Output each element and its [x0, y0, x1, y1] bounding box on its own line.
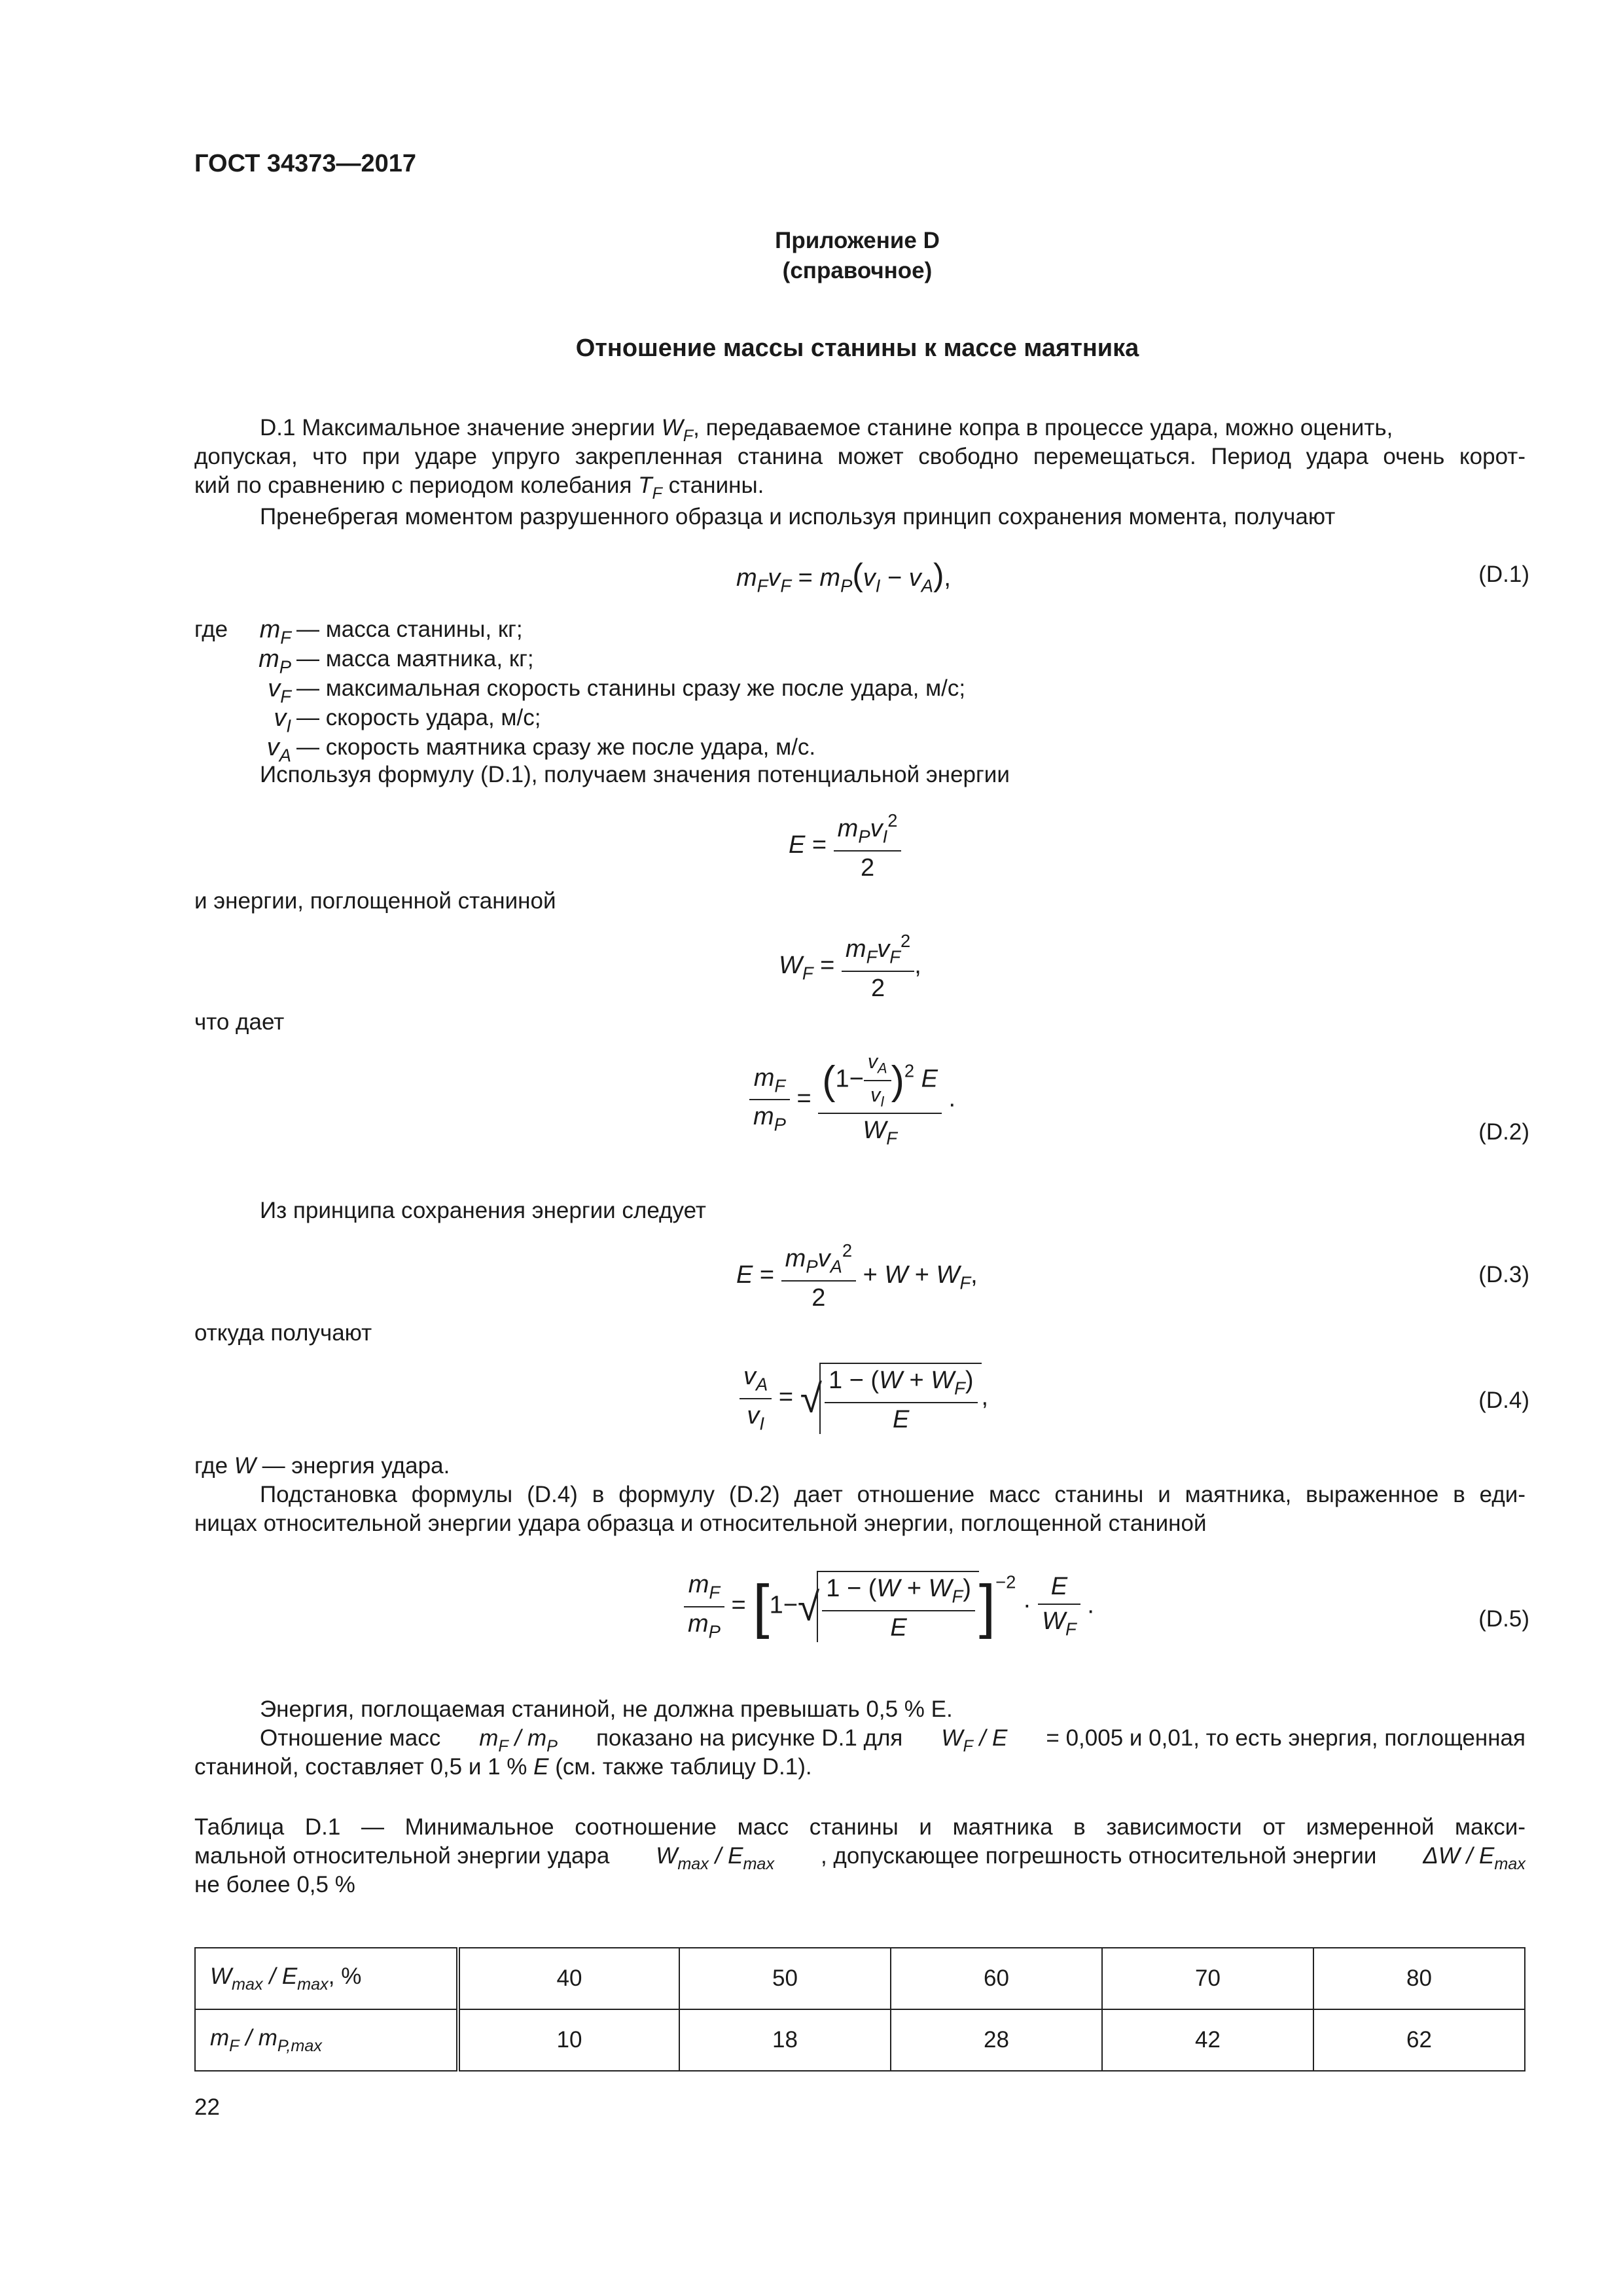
- table-cell: 42: [1102, 2009, 1313, 2071]
- paragraph-whence: откуда получают: [194, 1320, 372, 1346]
- equation-d3: E = $\frac{m_Pv_A^2}{2}$ + $W + W_F$,: [736, 1240, 978, 1312]
- table-caption-line1: Таблица D.1 — Минимальное соотношение масс станины и маятника в зависимости от измеренной макси-: [194, 1814, 1525, 1840]
- table-row: [195, 2009, 1525, 2071]
- table-cell: 18: [679, 2009, 891, 2071]
- equation-d2: $\frac{m_F}{m_P}$ = (1− $\frac{v_A}{v_I}$ )$^2$ E $W_F$ .: [749, 1050, 955, 1149]
- paragraph-gives: что дает: [194, 1009, 285, 1035]
- paragraph-absorbed: и энергии, поглощенной станиной: [194, 888, 556, 914]
- table-cell: 40: [458, 1948, 679, 2009]
- equation-d5: $\frac{m_F}{m_P}$ = [1−√ $\frac{1 - (W + W_F)}{E}$ ]$^{-2}$ · $\frac{E}{W_F}$ .: [684, 1571, 1094, 1642]
- equation-d1: $m_Fv_F = m_P(v_I - v_A)$,: [736, 557, 951, 596]
- page-number: 22: [194, 2094, 220, 2120]
- annex-heading: Отношение массы станины к массе маятника: [575, 334, 1139, 362]
- table-row: [195, 1948, 1525, 2009]
- legend-item: $v_I$ — скорость удара, м/с;: [274, 704, 541, 736]
- equation-d2-number: (D.2): [1478, 1119, 1529, 1145]
- equation-d4: $\frac{v_A}{v_I}$ = √ $\frac{1 - (W + W_F)}{E}$ ,: [740, 1363, 988, 1434]
- paragraph-d1-line1: D.1 Максимальное значение энергии $W_F$, передаваемое станине копра в процессе удара, можно оценить,: [260, 415, 1393, 445]
- table-cell: 50: [679, 1948, 891, 2009]
- table-cell: 62: [1313, 2009, 1525, 2071]
- equation-d5-number: (D.5): [1478, 1606, 1529, 1632]
- paragraph-mass-ratio-line2: станиной, составляет 0,5 и 1 % E (см. также таблицу D.1).: [194, 1754, 812, 1780]
- equation-d4-number: (D.4): [1478, 1388, 1529, 1413]
- equation-wf: $W_F$ = $\frac{m_Fv_F^2}{2}$ ,: [779, 931, 921, 1002]
- table-row-header: $m_F / m_{P,max}$: [195, 2009, 458, 2071]
- paragraph-where-w: где W — энергия удара.: [194, 1453, 450, 1479]
- annex-title: Приложение D: [775, 228, 940, 253]
- legend-item: $v_F$ — максимальная скорость станины сразу же после удара, м/с;: [268, 675, 966, 707]
- annex-type: (справочное): [782, 258, 933, 283]
- table-cell: 80: [1313, 1948, 1525, 2009]
- paragraph-d1-line2: допуская, что при ударе упруго закрепленная станина может свободно перемещаться. Период удара очень корот-: [194, 444, 1525, 469]
- table-row-header: $W_{max} / E_{max}$, %: [195, 1948, 458, 2009]
- paragraph-conservation: Из принципа сохранения энергии следует: [260, 1198, 706, 1223]
- equation-energy: E = $\frac{m_Pv_I^2}{2}$: [789, 810, 901, 882]
- legend-item: $m_F$ — масса станины, кг;: [259, 616, 523, 648]
- legend-item: $m_P$ — масса маятника, кг;: [259, 645, 534, 677]
- legend-item: $v_A$ — скорость маятника сразу же после удара, м/с.: [266, 734, 816, 766]
- table-caption-line2: мальной относительной энергии удара $W_{max} / E_{max}$ , допускающее погрешность относительной энергии ΔW / $E_{max}$: [194, 1843, 1525, 1873]
- table-cell: 28: [891, 2009, 1102, 2071]
- paragraph-mass-ratio-line1: Отношение масс $m_F / m_P$ показано на рисунке D.1 для $W_F$ / E = 0,005 и 0,01, то есть энергия, поглощенная: [260, 1725, 1525, 1755]
- equation-d3-number: (D.3): [1478, 1262, 1529, 1287]
- paragraph-substitution-line2: ницах относительной энергии удара образца и относительной энергии, поглощенной станиной: [194, 1511, 1207, 1536]
- table-cell: 70: [1102, 1948, 1313, 2009]
- table-cell: 10: [458, 2009, 679, 2071]
- table-caption-line3: не более 0,5 %: [194, 1872, 355, 1897]
- equation-d1-number: (D.1): [1478, 562, 1529, 587]
- legend-where: где: [194, 617, 228, 642]
- paragraph-d1-line3: кий по сравнению с периодом колебания $T_F$ станины.: [194, 473, 764, 503]
- document-code: ГОСТ 34373—2017: [194, 150, 417, 177]
- table-d1: [194, 1947, 1525, 2072]
- paragraph-substitution-line1: Подстановка формулы (D.4) в формулу (D.2) дает отношение масс станины и маятника, выраженное в еди-: [260, 1482, 1525, 1507]
- table-cell: 60: [891, 1948, 1102, 2009]
- legend-list: [196, 615, 1113, 766]
- paragraph-limit: Энергия, поглощаемая станиной, не должна превышать 0,5 % Е.: [260, 1696, 953, 1722]
- paragraph-potential: Используя формулу (D.1), получаем значения потенциальной энергии: [260, 762, 1010, 787]
- paragraph-momentum: Пренебрегая моментом разрушенного образца и используя принцип сохранения момента, получают: [260, 504, 1336, 529]
